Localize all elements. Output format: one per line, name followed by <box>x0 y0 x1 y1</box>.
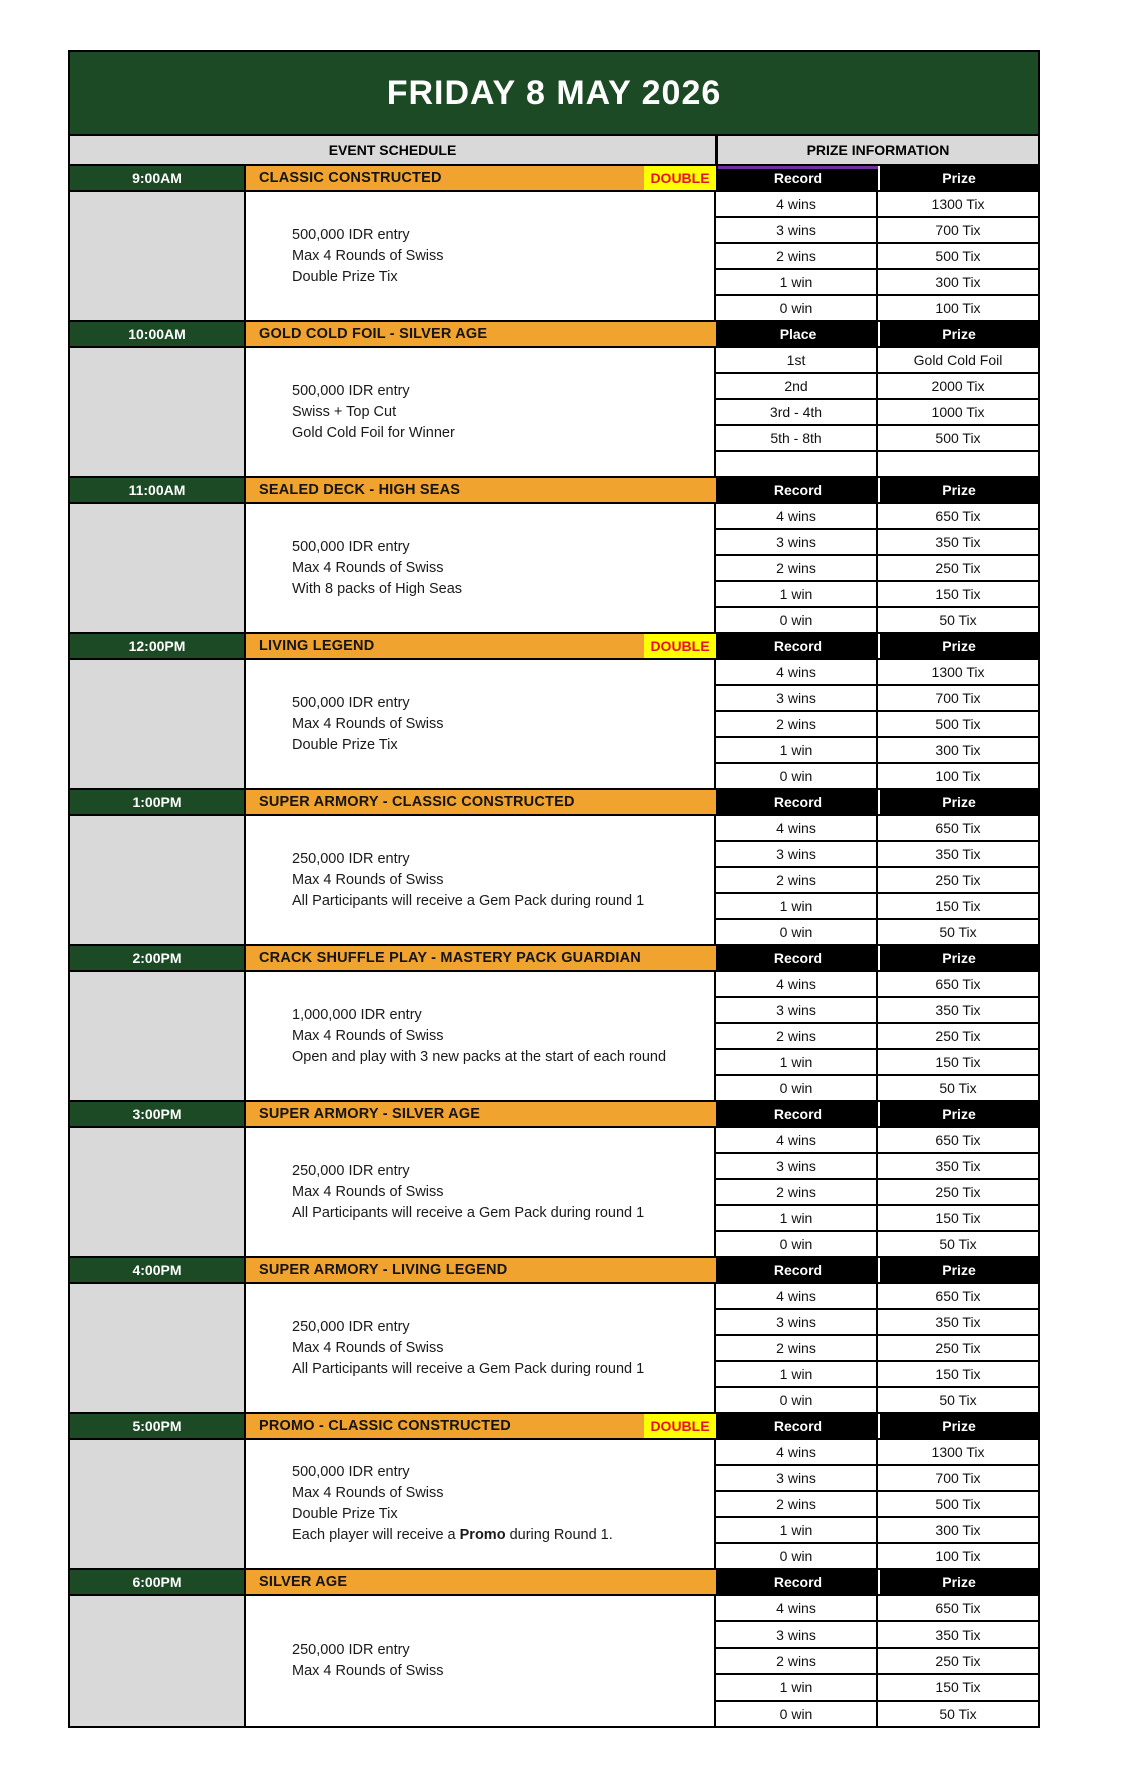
record-cell: 3 wins <box>716 1310 876 1334</box>
event-name-cell <box>246 478 716 502</box>
record-cell: 3 wins <box>716 686 876 710</box>
time-spacer-cell <box>70 1440 246 1568</box>
prize-cell: 650 Tix <box>878 504 1038 528</box>
record-cell: 1 win <box>716 270 876 294</box>
detail-line: Max 4 Rounds of Swiss <box>292 715 444 732</box>
prize-cell: 250 Tix <box>878 868 1038 892</box>
double-badge: DOUBLE <box>644 166 716 190</box>
event-header-row <box>70 790 1038 816</box>
prize-table <box>716 192 1038 320</box>
record-cell: 2 wins <box>716 712 876 736</box>
prize-table <box>716 1596 1038 1726</box>
prize-column-header: Prize <box>878 790 1038 814</box>
time-spacer-cell <box>70 1128 246 1256</box>
prize-cell: 50 Tix <box>878 920 1038 944</box>
event-time: 1:00PM <box>70 790 246 814</box>
event-details <box>246 660 716 788</box>
prize-cell: 700 Tix <box>878 1466 1038 1490</box>
event-header-row <box>70 1258 1038 1284</box>
event-details <box>246 816 716 944</box>
record-cell: 3 wins <box>716 218 876 242</box>
detail-line: 1,000,000 IDR entry <box>292 1006 422 1023</box>
event-time: 12:00PM <box>70 634 246 658</box>
event-details <box>246 192 716 320</box>
prize-cell: 650 Tix <box>878 1596 1038 1620</box>
event-time: 3:00PM <box>70 1102 246 1126</box>
record-column-header: Record <box>716 946 878 970</box>
event-name-cell <box>246 946 716 970</box>
detail-line: Max 4 Rounds of Swiss <box>292 1339 444 1356</box>
prize-cell: 700 Tix <box>878 218 1038 242</box>
detail-line: Each player will receive a Promo during Round 1. <box>292 1527 613 1543</box>
prize-cell: 150 Tix <box>878 1362 1038 1386</box>
detail-line: Double Prize Tix <box>292 736 398 753</box>
event-name-cell <box>246 322 716 346</box>
prize-cell: 50 Tix <box>878 1388 1038 1412</box>
page-title: FRIDAY 8 MAY 2026 <box>70 52 1038 136</box>
detail-line: Max 4 Rounds of Swiss <box>292 871 444 888</box>
detail-line: 250,000 IDR entry <box>292 1642 410 1658</box>
prize-cell: 250 Tix <box>878 1180 1038 1204</box>
prize-column-header: Prize <box>878 1570 1038 1594</box>
prize-cell: 350 Tix <box>878 1310 1038 1334</box>
event-details <box>246 972 716 1100</box>
prize-cell: 500 Tix <box>878 244 1038 268</box>
detail-line: Max 4 Rounds of Swiss <box>292 559 444 576</box>
prize-cell: 250 Tix <box>878 1336 1038 1360</box>
prize-cell: 150 Tix <box>878 894 1038 918</box>
prize-cell: 650 Tix <box>878 1128 1038 1152</box>
time-spacer-cell <box>70 816 246 944</box>
record-cell: 2 wins <box>716 1336 876 1360</box>
record-cell: 4 wins <box>716 660 876 684</box>
prize-cell: 650 Tix <box>878 1284 1038 1308</box>
record-cell: 0 win <box>716 1388 876 1412</box>
prize-table <box>716 1128 1038 1256</box>
record-cell: 0 win <box>716 764 876 788</box>
record-column-header: Record <box>716 1414 878 1438</box>
detail-line: 250,000 IDR entry <box>292 850 410 867</box>
detail-line: Swiss + Top Cut <box>292 403 397 420</box>
record-cell: 0 win <box>716 296 876 320</box>
detail-line: 250,000 IDR entry <box>292 1162 410 1179</box>
prize-table <box>716 816 1038 944</box>
record-cell: 2 wins <box>716 244 876 268</box>
event-name: SUPER ARMORY - SILVER AGE <box>259 1106 481 1122</box>
record-cell: 4 wins <box>716 816 876 840</box>
detail-line: Max 4 Rounds of Swiss <box>292 247 444 264</box>
event-body-row <box>70 816 1038 944</box>
prize-cell: 50 Tix <box>878 1232 1038 1256</box>
detail-line: Gold Cold Foil for Winner <box>292 424 455 441</box>
record-cell: 1st <box>716 348 876 372</box>
prize-column-header: Prize <box>878 1258 1038 1282</box>
record-cell: 2 wins <box>716 1492 876 1516</box>
record-cell: 1 win <box>716 1518 876 1542</box>
record-cell: 4 wins <box>716 504 876 528</box>
record-cell: 4 wins <box>716 1128 876 1152</box>
record-column-header: Record <box>716 478 878 502</box>
prize-information-header: PRIZE INFORMATION <box>806 142 950 158</box>
prize-cell: 350 Tix <box>878 530 1038 554</box>
event-header-row <box>70 1102 1038 1128</box>
event-body-row <box>70 1596 1038 1726</box>
event-name: SUPER ARMORY - LIVING LEGEND <box>259 1262 508 1278</box>
prize-cell: 150 Tix <box>878 1206 1038 1230</box>
prize-column-header: Prize <box>878 634 1038 658</box>
event-time: 11:00AM <box>70 478 246 502</box>
event-block <box>70 478 1038 634</box>
record-cell: 1 win <box>716 582 876 606</box>
detail-line: All Participants will receive a Gem Pack during round 1 <box>292 1204 645 1221</box>
record-column-header: Record <box>716 1258 878 1282</box>
prize-cell: 300 Tix <box>878 738 1038 762</box>
time-spacer-cell <box>70 660 246 788</box>
prize-cell: 1000 Tix <box>878 400 1038 424</box>
event-block <box>70 1570 1038 1726</box>
prize-cell: 50 Tix <box>878 608 1038 632</box>
record-cell <box>716 452 876 476</box>
prize-cell: 500 Tix <box>878 1492 1038 1516</box>
prize-column-header: Prize <box>878 322 1038 346</box>
prize-cell: 350 Tix <box>878 1622 1038 1646</box>
record-cell: 4 wins <box>716 192 876 216</box>
event-schedule-header: EVENT SCHEDULE <box>70 136 718 164</box>
prize-cell: 2000 Tix <box>878 374 1038 398</box>
event-blocks <box>70 166 1038 1726</box>
detail-line: 500,000 IDR entry <box>292 694 410 711</box>
prize-cell: 250 Tix <box>878 556 1038 580</box>
time-spacer-cell <box>70 1596 246 1726</box>
event-name: CLASSIC CONSTRUCTED <box>259 170 442 186</box>
record-cell: 4 wins <box>716 1284 876 1308</box>
time-spacer-cell <box>70 1284 246 1412</box>
record-cell: 3 wins <box>716 1622 876 1646</box>
prize-cell: 500 Tix <box>878 712 1038 736</box>
event-body-row <box>70 348 1038 476</box>
detail-line: 250,000 IDR entry <box>292 1318 410 1335</box>
prize-cell: 350 Tix <box>878 842 1038 866</box>
record-cell: 2 wins <box>716 556 876 580</box>
event-time: 5:00PM <box>70 1414 246 1438</box>
event-name-cell <box>246 634 716 658</box>
record-column-header: Record <box>716 1570 878 1594</box>
event-name: CRACK SHUFFLE PLAY - MASTERY PACK GUARDIAN <box>259 950 641 966</box>
detail-line: 500,000 IDR entry <box>292 382 410 399</box>
detail-line: 500,000 IDR entry <box>292 538 410 555</box>
record-cell: 0 win <box>716 1544 876 1568</box>
record-cell: 4 wins <box>716 972 876 996</box>
detail-line: Max 4 Rounds of Swiss <box>292 1027 444 1044</box>
prize-column-header: Prize <box>878 1102 1038 1126</box>
event-name-cell <box>246 1258 716 1282</box>
record-cell: 3 wins <box>716 842 876 866</box>
record-cell: 1 win <box>716 1206 876 1230</box>
event-name-cell <box>246 1102 716 1126</box>
record-cell: 1 win <box>716 894 876 918</box>
record-cell: 0 win <box>716 1232 876 1256</box>
record-cell: 3 wins <box>716 998 876 1022</box>
record-cell: 0 win <box>716 1702 876 1726</box>
double-badge: DOUBLE <box>644 1414 716 1438</box>
event-name: GOLD COLD FOIL - SILVER AGE <box>259 326 488 342</box>
event-block <box>70 166 1038 322</box>
prize-table <box>716 348 1038 476</box>
event-body-row <box>70 192 1038 320</box>
detail-line: Double Prize Tix <box>292 1506 398 1522</box>
event-name: SEALED DECK - HIGH SEAS <box>259 482 461 498</box>
record-cell: 2 wins <box>716 868 876 892</box>
prize-cell: 150 Tix <box>878 1675 1038 1699</box>
record-cell: 0 win <box>716 920 876 944</box>
prize-cell <box>878 452 1038 476</box>
event-header-row <box>70 946 1038 972</box>
event-block <box>70 634 1038 790</box>
event-details <box>246 1440 716 1568</box>
prize-column-header: Prize <box>878 478 1038 502</box>
event-body-row <box>70 504 1038 632</box>
prize-cell: 1300 Tix <box>878 1440 1038 1464</box>
prize-cell: 100 Tix <box>878 764 1038 788</box>
event-details <box>246 1128 716 1256</box>
record-cell: 3 wins <box>716 1154 876 1178</box>
event-name: SILVER AGE <box>259 1574 348 1590</box>
schedule-sheet <box>68 50 1040 1728</box>
prize-table <box>716 1440 1038 1568</box>
event-details <box>246 504 716 632</box>
detail-line: 500,000 IDR entry <box>292 226 410 243</box>
detail-line: Max 4 Rounds of Swiss <box>292 1485 444 1501</box>
record-cell: 4 wins <box>716 1596 876 1620</box>
event-time: 2:00PM <box>70 946 246 970</box>
record-cell: 1 win <box>716 1675 876 1699</box>
record-cell: 2 wins <box>716 1180 876 1204</box>
event-header-row <box>70 1414 1038 1440</box>
prize-column-header: Prize <box>878 946 1038 970</box>
prize-cell: 150 Tix <box>878 582 1038 606</box>
event-details <box>246 1284 716 1412</box>
record-cell: 0 win <box>716 608 876 632</box>
prize-cell: Gold Cold Foil <box>878 348 1038 372</box>
event-header-row <box>70 634 1038 660</box>
prize-cell: 150 Tix <box>878 1050 1038 1074</box>
event-block <box>70 1258 1038 1414</box>
detail-line: Open and play with 3 new packs at the start of each round <box>292 1048 667 1065</box>
prize-table <box>716 504 1038 632</box>
event-block <box>70 1414 1038 1570</box>
event-name-cell <box>246 790 716 814</box>
prize-column-header: Prize <box>878 1414 1038 1438</box>
prize-cell: 500 Tix <box>878 426 1038 450</box>
detail-line: 500,000 IDR entry <box>292 1464 410 1480</box>
record-column-header: Record <box>716 634 878 658</box>
prize-column-header: Prize <box>878 166 1038 190</box>
record-cell: 1 win <box>716 1050 876 1074</box>
time-spacer-cell <box>70 348 246 476</box>
event-name: SUPER ARMORY - CLASSIC CONSTRUCTED <box>259 794 575 810</box>
event-name-cell <box>246 166 716 190</box>
event-time: 6:00PM <box>70 1570 246 1594</box>
prize-cell: 700 Tix <box>878 686 1038 710</box>
event-body-row <box>70 972 1038 1100</box>
prize-table <box>716 660 1038 788</box>
record-cell: 4 wins <box>716 1440 876 1464</box>
event-body-row <box>70 1284 1038 1412</box>
prize-cell: 300 Tix <box>878 270 1038 294</box>
event-details <box>246 348 716 476</box>
prize-cell: 650 Tix <box>878 816 1038 840</box>
detail-line: Max 4 Rounds of Swiss <box>292 1183 444 1200</box>
event-block <box>70 1102 1038 1258</box>
event-body-row <box>70 1128 1038 1256</box>
prize-cell: 350 Tix <box>878 1154 1038 1178</box>
detail-line: All Participants will receive a Gem Pack during round 1 <box>292 1360 645 1377</box>
event-body-row <box>70 660 1038 788</box>
prize-table <box>716 1284 1038 1412</box>
detail-line: With 8 packs of High Seas <box>292 580 463 597</box>
event-time: 10:00AM <box>70 322 246 346</box>
event-time: 9:00AM <box>70 166 246 190</box>
detail-line: Double Prize Tix <box>292 268 398 285</box>
record-cell: 0 win <box>716 1076 876 1100</box>
event-name: LIVING LEGEND <box>259 638 375 654</box>
event-block <box>70 946 1038 1102</box>
record-cell: 3 wins <box>716 1466 876 1490</box>
event-body-row <box>70 1440 1038 1568</box>
event-block <box>70 322 1038 478</box>
section-header-row <box>70 136 1038 166</box>
prize-cell: 1300 Tix <box>878 192 1038 216</box>
event-details <box>246 1596 716 1726</box>
detail-line: All Participants will receive a Gem Pack during round 1 <box>292 892 645 909</box>
prize-cell: 250 Tix <box>878 1649 1038 1673</box>
record-cell: 2 wins <box>716 1649 876 1673</box>
time-spacer-cell <box>70 192 246 320</box>
prize-cell: 50 Tix <box>878 1702 1038 1726</box>
event-block <box>70 790 1038 946</box>
record-cell: 3rd - 4th <box>716 400 876 424</box>
double-badge: DOUBLE <box>644 634 716 658</box>
event-time: 4:00PM <box>70 1258 246 1282</box>
time-spacer-cell <box>70 972 246 1100</box>
event-header-row <box>70 166 1038 192</box>
prize-cell: 650 Tix <box>878 972 1038 996</box>
prize-cell: 300 Tix <box>878 1518 1038 1542</box>
record-cell: 2nd <box>716 374 876 398</box>
prize-table <box>716 972 1038 1100</box>
prize-cell: 100 Tix <box>878 296 1038 320</box>
prize-cell: 350 Tix <box>878 998 1038 1022</box>
event-name-cell <box>246 1570 716 1594</box>
event-header-row <box>70 1570 1038 1596</box>
prize-cell: 100 Tix <box>878 1544 1038 1568</box>
record-column-header: Record <box>716 790 878 814</box>
event-header-row <box>70 322 1038 348</box>
record-column-header: Record <box>716 166 878 190</box>
event-header-row <box>70 478 1038 504</box>
record-cell: 3 wins <box>716 530 876 554</box>
event-name-cell <box>246 1414 716 1438</box>
time-spacer-cell <box>70 504 246 632</box>
record-cell: 1 win <box>716 1362 876 1386</box>
prize-cell: 1300 Tix <box>878 660 1038 684</box>
detail-line: Max 4 Rounds of Swiss <box>292 1663 444 1679</box>
record-column-header: Place <box>716 322 878 346</box>
prize-cell: 250 Tix <box>878 1024 1038 1048</box>
event-name: PROMO - CLASSIC CONSTRUCTED <box>259 1418 511 1434</box>
record-column-header: Record <box>716 1102 878 1126</box>
record-cell: 2 wins <box>716 1024 876 1048</box>
prize-cell: 50 Tix <box>878 1076 1038 1100</box>
record-cell: 5th - 8th <box>716 426 876 450</box>
record-cell: 1 win <box>716 738 876 762</box>
